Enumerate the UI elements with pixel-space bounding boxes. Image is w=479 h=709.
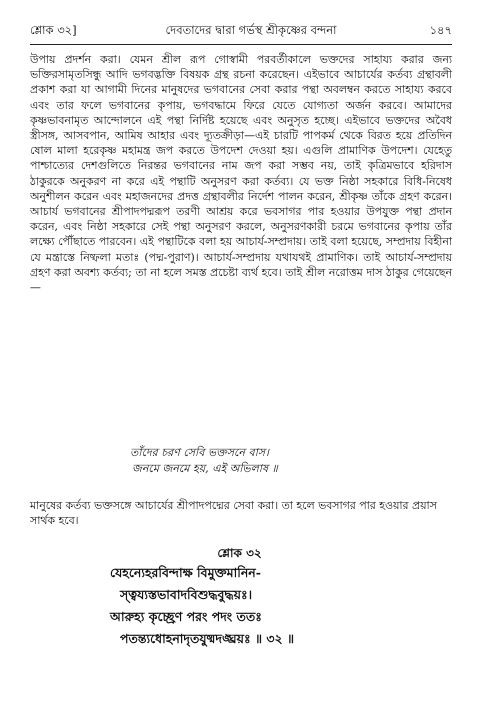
sloka-line-4: পতন্ত্যধোহনাদৃতযুষ্মদঙ্ঘ্রয়ঃ ॥ ৩২ ॥ bbox=[120, 631, 295, 646]
sloka-line-1: যেহন্যেহরবিন্দাক্ষ বিমুক্তমানিন- bbox=[110, 565, 261, 580]
closing-paragraph: মানুষের কর্তব্য ভক্তসঙ্গে আচার্যের শ্রীপাদপদ্মের সেবা করা। তা হলে ভবসাগর পার হওয়ার প্রয়াস সার্থক হবে। bbox=[30, 499, 437, 528]
sloka-title: শ্লোক ৩২ bbox=[217, 546, 262, 560]
sanskrit-verse bbox=[110, 562, 410, 650]
sloka-line-3: আরুহ্য কৃচ্ছ্রেণ পরং পদং ততঃ bbox=[110, 609, 262, 624]
page-number: ১৪৭ bbox=[429, 22, 452, 37]
purport-text bbox=[30, 52, 452, 295]
header-divider bbox=[30, 44, 452, 45]
sloka-line-2: স্ত্বয্যস্তভাবাদবিশুদ্ধবুদ্ধয়ঃ। bbox=[120, 587, 253, 602]
quote-line-1: তাঁদের চরণ সেবি ভক্তসনে বাস। bbox=[130, 446, 269, 459]
song-quote bbox=[130, 445, 430, 477]
header-verse-ref: শ্লোক ৩২] bbox=[30, 22, 77, 37]
closing-text bbox=[30, 498, 452, 528]
running-header bbox=[30, 20, 452, 42]
quote-line-2: জনমে জনমে হয়, এই অভিলাষ ॥ bbox=[132, 462, 278, 475]
purport-paragraph: উপায় প্রদর্শন করা। যেমন শ্রীল রূপ গোস্বামী পরবর্তীকালে ভক্তদের সাহায্য করার জন্য ভক্তিরসামৃতসিন্ধু আদি ভগবদ্ভক্তি বিষয়ক গ্রন্থ রচনা করেছেন। এইভাবে আচার্যের কর্তব্য গ্রন্থাবলী প্রকাশ করা যা আগামী দিনের মানুষদের ভগবানের সেবা করার পন্থা অবলম্বন করতে সাহায্য করবে এবং তার ফলে ভগবানের কৃপায়, ভগবদ্ধামে ফিরে যেতে যোগ্যতা অর্জন করবে। আমাদের কৃষ্ণভাবনামৃত আন্দোলনে এই পন্থা নির্দিষ্ট হয়েছে এবং অনুসৃত হচ্ছে। এইভাবে ভক্তদের অবৈধ স্ত্রীসঙ্গ, আসবপান, আমিষ আহার এবং দ্যূতক্রীড়া—এই চারটি পাপকর্ম থেকে বিরত হয়ে প্রতিদিন ষোল মালা হরেকৃষ্ণ মহামন্ত্র জপ করতে উপদেশ দেওয়া হয়। এগুলি প্রামাণিক উপদেশ। যেহেতু পাশ্চাত্যের দেশগুলিতে নিরন্তর ভগবানের নাম জপ করা সম্ভব নয়, তাই কৃত্রিমভাবে হরিদাস ঠাকুরকে অনুকরণ না করে এই পন্থাটি অনুসরণ করা কর্তব্য। যে ভক্ত নিষ্ঠা সহকারে বিধি-নিষেধ অনুশীলন করেন এবং মহাজনদের প্রদত্ত গ্রন্থাবলীর নির্দেশ পালন করেন, শ্রীকৃষ্ণ তাঁকে গ্রহণ করেন। আচার্য ভগবানের শ্রীপাদপদ্মরূপ তরণী আশ্রয় করে ভবসাগর পার হওয়ার উপযুক্ত পন্থা প্রদান করেন, এবং নিষ্ঠা সহকারে সেই পন্থা অনুসরণ করলে, অনুসরণকারী চরমে ভগবানের কৃপায় তাঁর লক্ষ্যে পৌঁছাতে পারবেন। এই পন্থাটিকে বলা হয় আচার্য-সম্প্রদায়। তাই বলা হয়েছে, সম্প্রদায় বিহীনা যে মন্ত্রাস্তে নিষ্ফলা মতাঃ (পদ্ম-পুরাণ)। আচার্য-সম্প্রদায় যথাযথই প্রামাণিক। তাই আচার্য-সম্প্রদায় গ্রহণ করা অবশ্য কর্তব্য; তা না হলে সমস্ত প্রচেষ্টা ব্যর্থ হবে। তাই শ্রীল নরোত্তম দাস ঠাকুর গেয়েছেন— bbox=[30, 53, 452, 295]
header-chapter-title: দেবতাদের দ্বারা গর্ভস্থ শ্রীকৃষ্ণের বন্দনা bbox=[165, 22, 337, 37]
